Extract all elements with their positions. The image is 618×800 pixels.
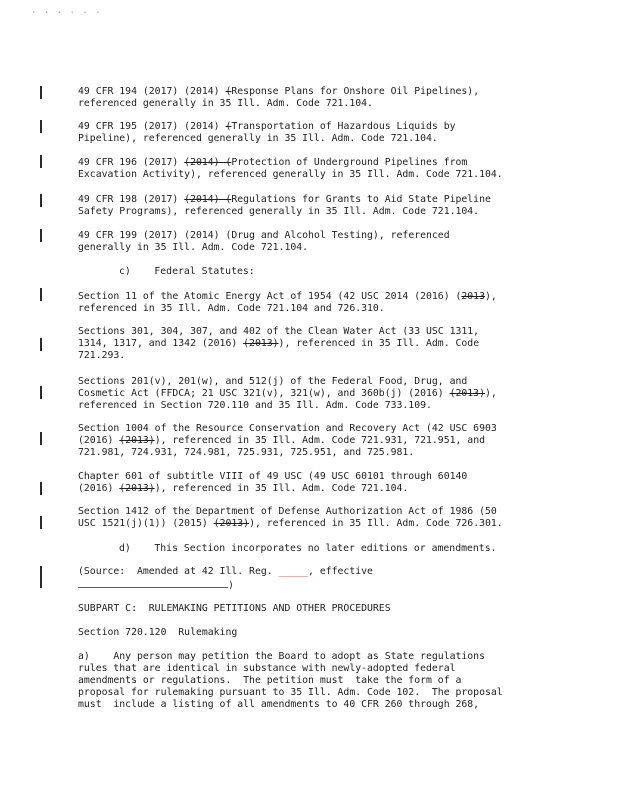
effective-date-blank — [78, 578, 228, 588]
change-bar — [40, 516, 42, 529]
pipeline-ref-195: 49 CFR 195 (2017) (2014) (Transportation of Hazardous Liquids by Pipeline), referenced generally in 35 Ill. Adm. Code 721.104. — [78, 121, 456, 144]
change-bar — [40, 288, 42, 301]
statute-ffdca: Sections 201(v), 201(w), and 512(j) of the Federal Food, Drug, and Cosmetic Act (FFDCA; 21 USC 321(v), 321(w), and 360b(j) (2016) (2013)), referenced in Section 720.110 and 35 Ill. Adm. Code 733.109. — [78, 376, 497, 411]
change-bar — [40, 194, 42, 207]
change-bar — [40, 566, 42, 588]
page-marker: . . . . . . — [31, 6, 102, 16]
statute-49-usc-chapter-601: Chapter 601 of subtitle VIII of 49 USC (49 USC 60101 through 60140 (2016) (2013)), referenced in 35 Ill. Adm. Code 721.104. — [78, 471, 468, 494]
subpart-heading: SUBPART C: RULEMAKING PETITIONS AND OTHER PROCEDURES — [78, 603, 391, 614]
change-bar — [40, 386, 42, 399]
change-bar — [40, 229, 42, 242]
change-bar — [40, 432, 42, 445]
pipeline-ref-198: 49 CFR 198 (2017) (2014) (Regulations for Grants to Aid State Pipeline Safety Programs), referenced generally in 35 Ill. Adm. Code 721.104. — [78, 194, 491, 217]
change-bar — [40, 338, 42, 351]
subsection-d: d) This Section incorporates no later editions or amendments. — [119, 543, 497, 554]
statute-clean-water-act: Sections 301, 304, 307, and 402 of the Clean Water Act (33 USC 1311, 1314, 1317, and 1342 (2016) (2013)), referenced in 35 Ill. Adm. Code 721.293. — [78, 326, 480, 361]
rulemaking-paragraph-a: a) Any person may petition the Board to adopt as State regulations rules that are identical in substance with newly-adopted federal amendments or regulations. The petition must take the form of a proposal for rulemaking pursuant to 35 Ill. Adm. Code 102. The proposal must include a listing of all amendments to 40 CFR 260 through 268, — [78, 651, 503, 710]
section-heading: Section 720.120 Rulemaking — [78, 627, 238, 638]
change-bar — [40, 482, 42, 495]
source-note: (Source: Amended at 42 Ill. Reg. _____, effective ) — [78, 566, 373, 591]
pipeline-ref-196: 49 CFR 196 (2017) (2014) (Protection of Underground Pipelines from Excavation Activity), referenced generally in 35 Ill. Adm. Code 721.104. — [78, 157, 503, 180]
statute-rcra: Section 1004 of the Resource Conservation and Recovery Act (42 USC 6903 (2016) (2013)), referenced in 35 Ill. Adm. Code 721.931, 721.951, and 721.981, 724.931, 724.981, 725.931, 725.951, and 725.981. — [78, 423, 497, 458]
change-bar — [40, 86, 42, 99]
change-bar — [40, 155, 42, 168]
statute-defense-authorization-act: Section 1412 of the Department of Defense Authorization Act of 1986 (50 USC 1521(j)(1)) (2015) (2013)), referenced in 35 Ill. Adm. Code 726.301. — [78, 506, 503, 529]
pipeline-ref-199: 49 CFR 199 (2017) (2014) (Drug and Alcohol Testing), referenced generally in 35 Ill. Adm. Code 721.104. — [78, 230, 450, 253]
statute-atomic-energy-act: Section 11 of the Atomic Energy Act of 1954 (42 USC 2014 (2016) (2013), referenced in 35 Ill. Adm. Code 721.104 and 726.310. — [78, 291, 497, 314]
pipeline-ref-194: 49 CFR 194 (2017) (2014) (Response Plans for Onshore Oil Pipelines), referenced generally in 35 Ill. Adm. Code 721.104. — [78, 86, 480, 109]
change-bar — [40, 120, 42, 133]
subsection-c-heading: c) Federal Statutes: — [119, 266, 255, 277]
